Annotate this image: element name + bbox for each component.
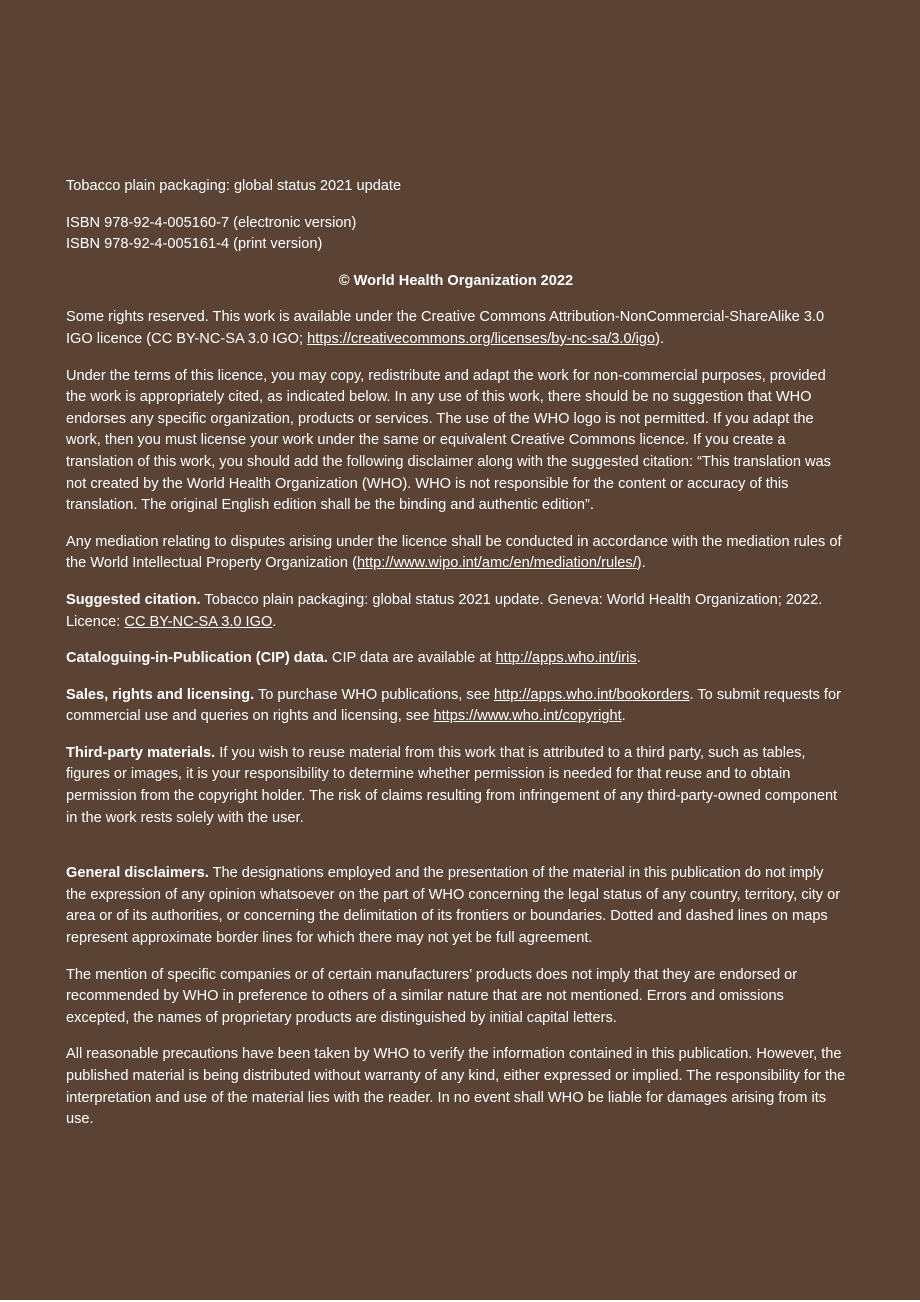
rights-text: Some rights reserved. This work is available under the Creative Commons Attribution-NonCommercial-ShareAlike 3.0 IGO licence (CC BY-NC-SA 3.0 IGO; [66, 309, 825, 347]
precautions-paragraph: All reasonable precautions have been taken by WHO to verify the information contained in this publication. However, the published material is being distributed without warranty of any kind, either expressed or implied. The responsibility for the interpretation and use of the material lies with the reader. In no event shall WHO be liable for damages arising from its use. [66, 1046, 846, 1128]
general-label: General disclaimers. [66, 865, 209, 882]
cc-licence-link[interactable]: https://creativecommons.org/licenses/by-nc-sa/3.0/igo [307, 330, 656, 347]
terms-paragraph: Under the terms of this licence, you may copy, redistribute and adapt the work for non-commercial purposes, provided the work is appropriately cited, as indicated below. In any use of this work, there should be no suggestion that WHO endorses any specific organization, products or services. The use of the WHO logo is not permitted. If you adapt the work, then you must license your work under the same or equivalent Creative Commons licence. If you create a translation of this work, you should add the following disclaimer along with the suggested citation: “This translation was not created by the World Health Organization (WHO). WHO is not responsible for the content or accuracy of this translation. The original English edition shall be the binding and authentic edition”. [66, 367, 831, 514]
cip-paragraph [66, 648, 846, 670]
cip-label: Cataloguing-in-Publication (CIP) data. [66, 650, 328, 667]
citation-label: Suggested citation. [66, 591, 201, 608]
mediation-paragraph [66, 532, 846, 575]
general-disclaimers-paragraph [66, 863, 846, 949]
sales-label: Sales, rights and licensing. [66, 686, 255, 703]
mediation-text: Any mediation relating to disputes arising under the licence shall be conducted in accordance with the mediation rules of the World Intellectual Property Organization ( [66, 533, 842, 572]
isbn-print: ISBN 978-92-4-005161-4 (print version) [66, 236, 323, 253]
bookorders-link[interactable]: http://apps.who.int/bookorders [494, 686, 690, 703]
sales-end: . [621, 708, 626, 725]
copyright-link[interactable]: https://www.who.int/copyright [433, 708, 622, 725]
copyright-page [66, 176, 846, 1146]
cip-text: CIP data are available at [327, 650, 496, 667]
sales-text-1: To purchase WHO publications, see [254, 686, 494, 703]
third-party-paragraph [66, 743, 846, 829]
copyright-notice: © World Health Organization 2022 [338, 272, 574, 289]
iris-link[interactable]: http://apps.who.int/iris [495, 650, 637, 667]
sales-text-2: . To submit requests for commercial use and queries on rights and licensing, see [66, 686, 841, 725]
citation-end: . [272, 613, 277, 630]
citation-text: Tobacco plain packaging: global status 2021 update. Geneva: World Health Organization; 2022. Licence: [66, 591, 823, 630]
publication-title: Tobacco plain packaging: global status 2021 update [66, 178, 402, 194]
wipo-link[interactable]: http://www.wipo.int/amc/en/mediation/rules/ [356, 555, 637, 572]
mediation-end: ). [636, 555, 646, 572]
rights-end: ). [655, 330, 665, 347]
isbn-block [66, 213, 846, 256]
citation-paragraph [66, 590, 846, 633]
companies-paragraph: The mention of specific companies or of certain manufacturers’ products does not imply that they are endorsed or recommended by WHO in preference to others of a similar nature that are not mentioned. Errors and omissions excepted, the names of proprietary products are distinguished by initial capital letters. [66, 966, 798, 1026]
rights-paragraph [66, 307, 846, 350]
sales-paragraph [66, 685, 846, 728]
general-text: The designations employed and the presentation of the material in this publication do not imply the expression of any opinion whatsoever on the part of WHO concerning the legal status of any country, territory, city or area or of its authorities, or concerning the delimitation of its frontiers or boundaries. Dotted and dashed lines on maps represent approximate border lines for which there may not yet be full agreement. [66, 865, 841, 947]
third-party-text: If you wish to reuse material from this work that is attributed to a third party, such as tables, figures or images, it is your responsibility to determine whether permission is needed for that reuse and to obtain permission from the copyright holder. The risk of claims resulting from infringement of any third-party-owned component in the work rests solely with the user. [66, 744, 838, 826]
third-party-label: Third-party materials. [66, 744, 216, 761]
isbn-electronic: ISBN 978-92-4-005160-7 (electronic version) [66, 214, 357, 231]
licence-link[interactable]: CC BY-NC-SA 3.0 IGO [124, 613, 273, 630]
cip-end: . [636, 650, 641, 667]
